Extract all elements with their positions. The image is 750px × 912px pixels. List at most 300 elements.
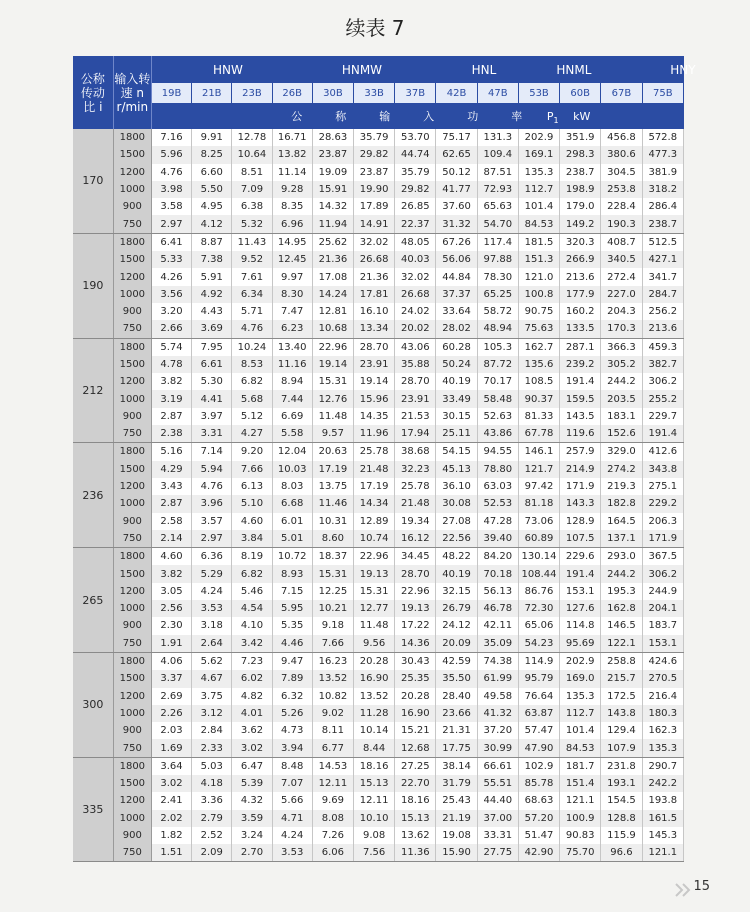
power-value-cell: 11.14 [272, 164, 312, 181]
power-value-cell: 27.25 [395, 757, 436, 775]
power-value-cell: 11.28 [354, 705, 395, 722]
speed-cell: 1500 [113, 461, 151, 478]
power-value-cell: 3.98 [151, 181, 191, 198]
power-value-cell: 4.76 [151, 164, 191, 181]
power-value-cell: 6.41 [151, 233, 191, 251]
power-value-cell: 14.53 [312, 757, 353, 775]
table-row [73, 757, 684, 775]
power-value-cell: 90.37 [518, 390, 559, 407]
power-value-cell: 4.01 [232, 705, 272, 722]
power-value-cell: 408.7 [601, 233, 642, 251]
power-value-cell: 3.57 [192, 513, 232, 530]
power-value-cell: 32.15 [436, 583, 477, 600]
power-value-cell: 8.19 [232, 548, 272, 566]
power-value-cell: 74.38 [477, 652, 518, 670]
power-value-cell: 15.96 [354, 390, 395, 407]
power-header [151, 104, 683, 130]
table-row [73, 390, 684, 407]
table-row [73, 583, 684, 600]
power-value-cell: 12.25 [312, 583, 353, 600]
power-value-cell: 6.47 [232, 757, 272, 775]
power-value-cell: 253.8 [601, 181, 642, 198]
power-symbol [539, 110, 567, 125]
power-value-cell: 137.1 [601, 530, 642, 548]
power-value-cell: 31.79 [436, 775, 477, 792]
power-value-cell: 2.84 [192, 722, 232, 739]
power-value-cell: 1.82 [151, 827, 191, 844]
power-value-cell: 65.63 [477, 198, 518, 215]
power-value-cell: 17.81 [354, 286, 395, 303]
power-value-cell: 10.68 [312, 320, 353, 338]
power-symbol-letter: P [546, 109, 554, 123]
power-value-cell: 4.67 [192, 670, 232, 687]
power-value-cell: 2.30 [151, 617, 191, 634]
power-value-cell: 3.94 [272, 739, 312, 757]
power-value-cell: 27.08 [436, 513, 477, 530]
power-value-cell: 17.89 [354, 198, 395, 215]
power-value-cell: 33.64 [436, 303, 477, 320]
power-value-cell: 24.12 [436, 617, 477, 634]
power-value-cell: 4.78 [151, 356, 191, 373]
power-value-cell: 43.86 [477, 425, 518, 443]
power-value-cell: 108.5 [518, 373, 559, 390]
power-value-cell: 16.23 [312, 652, 353, 670]
power-value-cell: 7.66 [232, 461, 272, 478]
speed-header-line: 速 n [120, 85, 145, 100]
power-value-cell: 177.9 [560, 286, 601, 303]
power-value-cell: 87.72 [477, 356, 518, 373]
power-value-cell: 35.88 [395, 356, 436, 373]
power-value-cell: 52.63 [477, 408, 518, 425]
power-value-cell: 2.97 [192, 530, 232, 548]
speed-cell: 1200 [113, 478, 151, 495]
power-value-cell: 15.13 [354, 775, 395, 792]
power-value-cell: 340.5 [601, 251, 642, 268]
speed-cell: 1800 [113, 757, 151, 775]
power-value-cell: 3.43 [151, 478, 191, 495]
power-value-cell: 145.3 [642, 827, 683, 844]
power-value-cell: 5.96 [151, 146, 191, 163]
power-value-cell: 5.68 [232, 390, 272, 407]
power-value-cell: 216.4 [642, 688, 683, 705]
power-value-cell: 42.90 [518, 844, 559, 862]
power-value-cell: 78.30 [477, 268, 518, 285]
power-value-cell: 3.58 [151, 198, 191, 215]
power-value-cell: 25.78 [395, 478, 436, 495]
power-value-cell: 9.47 [272, 652, 312, 670]
power-value-cell: 37.60 [436, 198, 477, 215]
speed-cell: 900 [113, 617, 151, 634]
speed-cell: 1000 [113, 600, 151, 617]
power-value-cell: 28.70 [395, 373, 436, 390]
table-row [73, 215, 684, 233]
power-value-cell: 203.5 [601, 390, 642, 407]
power-value-cell: 149.2 [560, 215, 601, 233]
power-value-cell: 171.9 [642, 530, 683, 548]
speed-cell: 750 [113, 425, 151, 443]
power-value-cell: 41.77 [436, 181, 477, 198]
table-row [73, 425, 684, 443]
power-value-cell: 35.09 [477, 635, 518, 653]
power-value-cell: 7.61 [232, 268, 272, 285]
power-value-cell: 6.36 [192, 548, 232, 566]
power-value-cell: 6.38 [232, 198, 272, 215]
power-value-cell: 2.70 [232, 844, 272, 862]
power-value-cell: 2.97 [151, 215, 191, 233]
power-value-cell: 424.6 [642, 652, 683, 670]
power-value-cell: 50.24 [436, 356, 477, 373]
ratio-cell: 170 [73, 129, 113, 233]
power-value-cell: 4.54 [232, 600, 272, 617]
power-value-cell: 8.25 [192, 146, 232, 163]
power-value-cell: 30.08 [436, 495, 477, 512]
power-value-cell: 35.79 [354, 129, 395, 146]
power-value-cell: 3.53 [272, 844, 312, 862]
power-value-cell: 21.48 [354, 461, 395, 478]
power-value-cell: 47.28 [477, 513, 518, 530]
ratio-cell: 335 [73, 757, 113, 862]
power-value-cell: 151.4 [560, 775, 601, 792]
power-value-cell: 193.8 [642, 792, 683, 809]
power-value-cell: 46.78 [477, 600, 518, 617]
power-value-cell: 572.8 [642, 129, 683, 146]
power-value-cell: 169.0 [560, 670, 601, 687]
power-value-cell: 380.6 [601, 146, 642, 163]
power-value-cell: 6.34 [232, 286, 272, 303]
power-value-cell: 6.68 [272, 495, 312, 512]
power-value-cell: 9.08 [354, 827, 395, 844]
table-row [73, 356, 684, 373]
power-value-cell: 146.5 [601, 617, 642, 634]
power-value-cell: 456.8 [601, 129, 642, 146]
power-value-cell: 219.3 [601, 478, 642, 495]
power-value-cell: 3.82 [151, 373, 191, 390]
power-value-cell: 17.94 [395, 425, 436, 443]
power-value-cell: 95.69 [560, 635, 601, 653]
power-value-cell: 23.91 [354, 356, 395, 373]
speed-header [113, 56, 151, 129]
table-row [73, 478, 684, 495]
power-value-cell: 108.44 [518, 565, 559, 582]
table-row [73, 652, 684, 670]
power-value-cell: 15.90 [436, 844, 477, 862]
table-row [73, 461, 684, 478]
power-value-cell: 5.35 [272, 617, 312, 634]
power-value-cell: 5.26 [272, 705, 312, 722]
power-value-cell: 16.90 [354, 670, 395, 687]
power-value-cell: 231.8 [601, 757, 642, 775]
power-value-cell: 2.02 [151, 810, 191, 827]
power-value-cell: 4.06 [151, 652, 191, 670]
power-value-cell: 24.02 [395, 303, 436, 320]
speed-cell: 1800 [113, 129, 151, 146]
power-value-cell: 7.14 [192, 443, 232, 461]
power-value-cell: 26.68 [354, 251, 395, 268]
power-value-cell: 229.2 [642, 495, 683, 512]
power-value-cell: 366.3 [601, 338, 642, 356]
ratio-cell: 300 [73, 652, 113, 757]
power-value-cell: 5.10 [232, 495, 272, 512]
table-row [73, 129, 684, 146]
power-value-cell: 182.8 [601, 495, 642, 512]
power-value-cell: 2.33 [192, 739, 232, 757]
power-value-cell: 65.06 [518, 617, 559, 634]
power-value-cell: 45.13 [436, 461, 477, 478]
power-value-cell: 35.50 [436, 670, 477, 687]
power-value-cell: 2.03 [151, 722, 191, 739]
power-value-cell: 3.19 [151, 390, 191, 407]
table-row [73, 844, 684, 862]
power-value-cell: 5.32 [232, 215, 272, 233]
speed-cell: 1000 [113, 286, 151, 303]
power-value-cell: 44.84 [436, 268, 477, 285]
power-value-cell: 20.09 [436, 635, 477, 653]
speed-cell: 1500 [113, 356, 151, 373]
power-value-cell: 5.62 [192, 652, 232, 670]
power-value-cell: 9.18 [312, 617, 353, 634]
power-value-cell: 28.63 [312, 129, 353, 146]
power-value-cell: 23.66 [436, 705, 477, 722]
power-value-cell: 94.55 [477, 443, 518, 461]
power-value-cell: 9.28 [272, 181, 312, 198]
power-value-cell: 10.03 [272, 461, 312, 478]
power-value-cell: 61.99 [477, 670, 518, 687]
power-value-cell: 12.04 [272, 443, 312, 461]
power-value-cell: 290.7 [642, 757, 683, 775]
power-value-cell: 298.3 [560, 146, 601, 163]
power-value-cell: 4.41 [192, 390, 232, 407]
size-label: 42B [436, 83, 477, 104]
power-value-cell: 117.4 [477, 233, 518, 251]
power-value-cell: 22.96 [395, 583, 436, 600]
power-value-cell: 68.63 [518, 792, 559, 809]
power-value-cell: 181.5 [518, 233, 559, 251]
power-value-cell: 30.15 [436, 408, 477, 425]
power-value-cell: 60.28 [436, 338, 477, 356]
power-value-cell: 66.61 [477, 757, 518, 775]
power-label-char: 公 [291, 109, 303, 123]
power-value-cell: 131.3 [477, 129, 518, 146]
power-value-cell: 202.9 [560, 652, 601, 670]
power-value-cell: 42.11 [477, 617, 518, 634]
ratio-cell: 212 [73, 338, 113, 443]
power-value-cell: 25.11 [436, 425, 477, 443]
power-value-cell: 37.00 [477, 810, 518, 827]
power-value-cell: 22.96 [354, 548, 395, 566]
power-value-cell: 3.02 [232, 739, 272, 757]
series-label: HNL [471, 63, 497, 77]
speed-cell: 750 [113, 844, 151, 862]
table-row [73, 146, 684, 163]
power-value-cell: 146.1 [518, 443, 559, 461]
power-value-cell: 9.69 [312, 792, 353, 809]
power-value-cell: 54.15 [436, 443, 477, 461]
power-value-cell: 101.4 [518, 198, 559, 215]
power-value-cell: 306.2 [642, 373, 683, 390]
power-value-cell: 48.22 [436, 548, 477, 566]
speed-cell: 1000 [113, 390, 151, 407]
power-value-cell: 3.05 [151, 583, 191, 600]
power-value-cell: 17.08 [312, 268, 353, 285]
power-value-cell: 30.99 [477, 739, 518, 757]
power-value-cell: 60.89 [518, 530, 559, 548]
power-value-cell: 477.3 [642, 146, 683, 163]
power-value-cell: 121.7 [518, 461, 559, 478]
power-value-cell: 10.21 [312, 600, 353, 617]
power-value-cell: 56.13 [477, 583, 518, 600]
power-value-cell: 109.4 [477, 146, 518, 163]
power-value-cell: 172.5 [601, 688, 642, 705]
power-value-cell: 427.1 [642, 251, 683, 268]
power-value-cell: 6.82 [232, 373, 272, 390]
power-value-cell: 84.53 [518, 215, 559, 233]
page-title: 续表 7 [345, 16, 405, 40]
power-value-cell: 12.11 [312, 775, 353, 792]
power-value-cell: 87.51 [477, 164, 518, 181]
power-value-cell: 6.32 [272, 688, 312, 705]
power-value-cell: 15.31 [312, 565, 353, 582]
power-value-cell: 12.68 [395, 739, 436, 757]
speed-cell: 1500 [113, 251, 151, 268]
power-value-cell: 7.09 [232, 181, 272, 198]
series-label: HNMW [341, 63, 383, 77]
power-value-cell: 37.37 [436, 286, 477, 303]
power-value-cell: 2.56 [151, 600, 191, 617]
power-value-cell: 13.52 [354, 688, 395, 705]
power-value-cell: 20.28 [354, 652, 395, 670]
power-value-cell: 133.5 [560, 320, 601, 338]
power-value-cell: 159.5 [560, 390, 601, 407]
power-value-cell: 2.66 [151, 320, 191, 338]
power-value-cell: 6.61 [192, 356, 232, 373]
power-value-cell: 170.3 [601, 320, 642, 338]
power-value-cell: 26.79 [436, 600, 477, 617]
power-value-cell: 238.7 [642, 215, 683, 233]
power-value-cell: 306.2 [642, 565, 683, 582]
table-row [73, 792, 684, 809]
power-value-cell: 112.7 [560, 705, 601, 722]
speed-cell: 1500 [113, 146, 151, 163]
power-value-cell: 21.36 [354, 268, 395, 285]
size-label: 23B [232, 83, 272, 104]
power-value-cell: 7.66 [312, 635, 353, 653]
speed-cell: 1800 [113, 652, 151, 670]
table-row [73, 373, 684, 390]
power-value-cell: 55.51 [477, 775, 518, 792]
power-value-cell: 13.82 [272, 146, 312, 163]
power-value-cell: 44.74 [395, 146, 436, 163]
power-value-cell: 97.88 [477, 251, 518, 268]
power-value-cell: 54.23 [518, 635, 559, 653]
power-value-cell: 127.6 [560, 600, 601, 617]
power-value-cell: 20.02 [395, 320, 436, 338]
speed-cell: 1800 [113, 233, 151, 251]
power-value-cell: 25.78 [354, 443, 395, 461]
power-value-cell: 13.34 [354, 320, 395, 338]
power-value-cell: 75.63 [518, 320, 559, 338]
power-value-cell: 128.8 [601, 810, 642, 827]
power-value-cell: 100.8 [518, 286, 559, 303]
power-value-cell: 19.14 [312, 356, 353, 373]
power-value-cell: 78.80 [477, 461, 518, 478]
power-value-cell: 2.79 [192, 810, 232, 827]
table-row [73, 338, 684, 356]
power-value-cell: 15.31 [354, 583, 395, 600]
power-value-cell: 19.08 [436, 827, 477, 844]
power-value-cell: 121.0 [518, 268, 559, 285]
power-value-cell: 4.60 [232, 513, 272, 530]
table-row [73, 617, 684, 634]
power-value-cell: 32.02 [395, 268, 436, 285]
size-label: 26B [272, 83, 312, 104]
power-value-cell: 65.25 [477, 286, 518, 303]
power-value-cell: 8.03 [272, 478, 312, 495]
power-value-cell: 8.11 [312, 722, 353, 739]
power-value-cell: 6.82 [232, 565, 272, 582]
power-value-cell: 3.42 [232, 635, 272, 653]
speed-cell: 750 [113, 320, 151, 338]
power-value-cell: 52.53 [477, 495, 518, 512]
power-value-cell: 10.72 [272, 548, 312, 566]
speed-cell: 900 [113, 408, 151, 425]
power-value-cell: 36.10 [436, 478, 477, 495]
power-value-cell: 7.23 [232, 652, 272, 670]
power-value-cell: 26.68 [395, 286, 436, 303]
power-value-cell: 105.3 [477, 338, 518, 356]
power-value-cell: 412.6 [642, 443, 683, 461]
ratio-header-line: 传动 [80, 85, 105, 100]
power-value-cell: 5.03 [192, 757, 232, 775]
power-value-cell: 37.20 [477, 722, 518, 739]
power-value-cell: 57.47 [518, 722, 559, 739]
power-value-cell: 81.18 [518, 495, 559, 512]
power-value-cell: 7.44 [272, 390, 312, 407]
size-label: 33B [354, 83, 395, 104]
power-value-cell: 266.9 [560, 251, 601, 268]
power-value-cell: 28.02 [436, 320, 477, 338]
power-value-cell: 53.70 [395, 129, 436, 146]
power-value-cell: 272.4 [601, 268, 642, 285]
power-value-cell: 204.3 [601, 303, 642, 320]
power-value-cell: 8.35 [272, 198, 312, 215]
power-value-cell: 96.6 [601, 844, 642, 862]
power-value-cell: 9.91 [192, 129, 232, 146]
power-value-cell: 4.24 [192, 583, 232, 600]
power-value-cell: 56.06 [436, 251, 477, 268]
power-value-cell: 15.31 [312, 373, 353, 390]
power-value-cell: 86.76 [518, 583, 559, 600]
power-value-cell: 4.60 [151, 548, 191, 566]
power-value-cell: 10.31 [312, 513, 353, 530]
speed-cell: 1000 [113, 810, 151, 827]
power-value-cell: 162.3 [642, 722, 683, 739]
power-value-cell: 6.02 [232, 670, 272, 687]
power-value-cell: 40.03 [395, 251, 436, 268]
power-value-cell: 9.57 [312, 425, 353, 443]
power-value-cell: 13.75 [312, 478, 353, 495]
power-value-cell: 293.0 [601, 548, 642, 566]
power-value-cell: 171.9 [560, 478, 601, 495]
power-value-cell: 8.51 [232, 164, 272, 181]
power-value-cell: 43.06 [395, 338, 436, 356]
power-value-cell: 128.9 [560, 513, 601, 530]
power-value-cell: 20.28 [395, 688, 436, 705]
power-value-cell: 3.84 [232, 530, 272, 548]
power-value-cell: 227.0 [601, 286, 642, 303]
table-row [73, 548, 684, 566]
power-value-cell: 22.56 [436, 530, 477, 548]
power-value-cell: 112.7 [518, 181, 559, 198]
